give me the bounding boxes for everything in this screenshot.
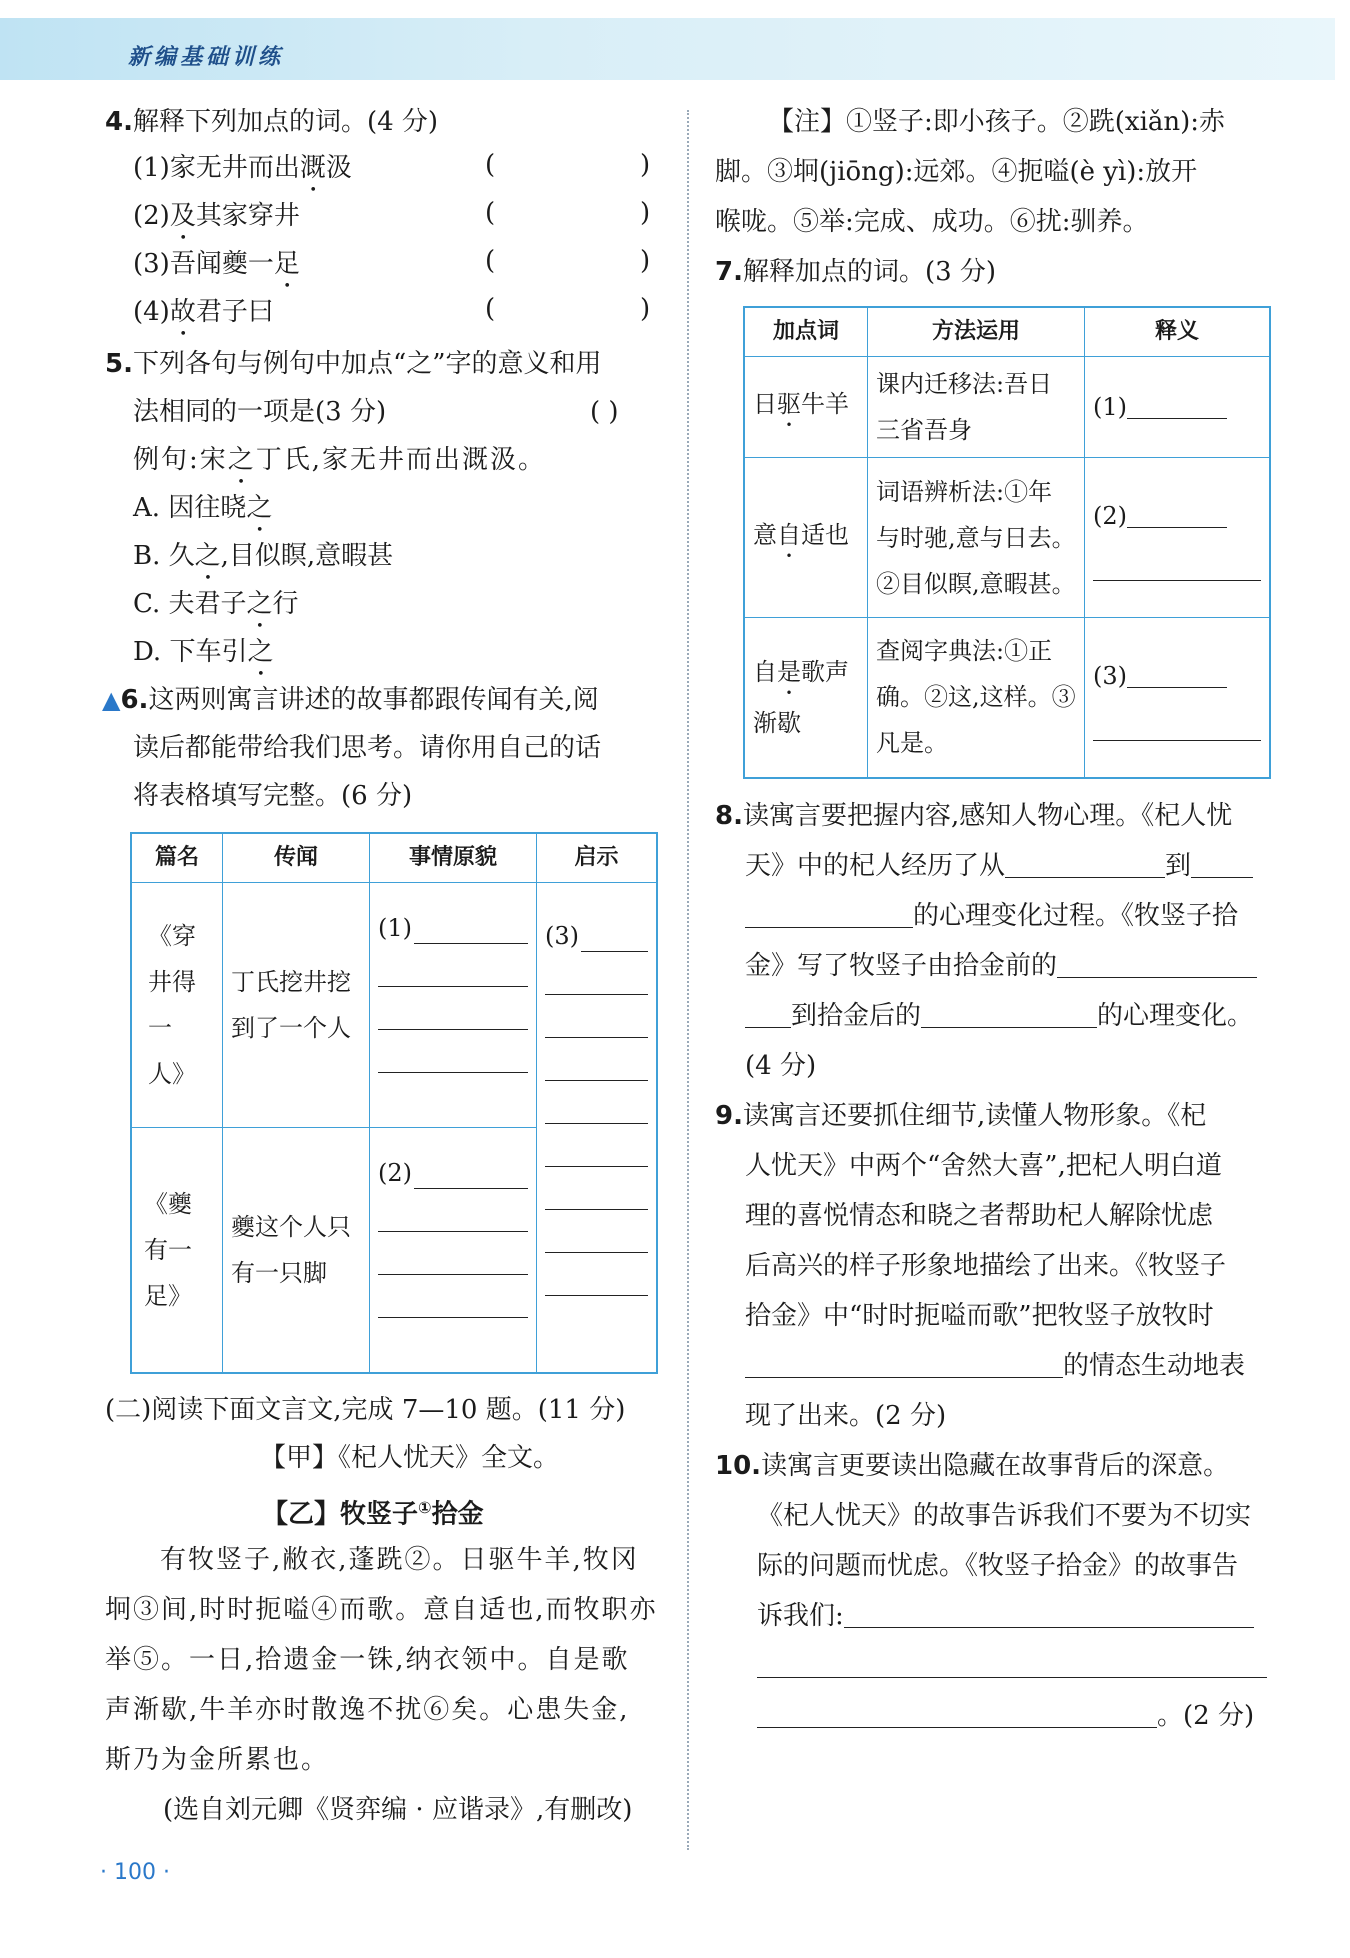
q4-answer-close-4: ) [640, 294, 651, 324]
section2-title: (二)阅读下面文言文,完成 7—10 题。(11 分) [105, 1395, 626, 1425]
q4-answer-close-2: ) [640, 198, 651, 228]
table-row [744, 458, 1270, 618]
q7-row3-answer[interactable]: (3) [1085, 618, 1271, 778]
q7-row2-word: 意自适也 [744, 458, 868, 618]
q4-item-3: (3)吾闻夔一足 [133, 249, 300, 279]
q4-answer-open-4[interactable]: ( [485, 294, 496, 324]
passage-yi-title: 【乙】牧竖子①拾金 [262, 1498, 484, 1530]
q7-row1-method: 课内迁移法:吾日三省吾身 [868, 357, 1085, 458]
q7-row1-answer[interactable]: (1) [1085, 357, 1271, 458]
q7-row3-word: 自是歌声渐歇 [744, 618, 868, 778]
q6-header-name: 篇名 [131, 833, 223, 883]
q8-blank-2b[interactable] [745, 901, 913, 928]
q6-line1: ▲6.这两则寓言讲述的故事都跟传闻有关,阅 [102, 685, 599, 715]
q7-row2-method: 词语辨析法:①年与时驰,意与日去。②目似瞑,意暇甚。 [868, 458, 1085, 618]
q5-example: 例句:宋之丁氏,家无井而出溉汲。 [133, 445, 547, 475]
q6-row1-name: 《穿井得一人》 [131, 883, 223, 1128]
notes-line-2: 脚。③坰(jiōng):远郊。④扼嗌(è yì):放开 [715, 157, 1198, 187]
q10-blank-3[interactable] [757, 1701, 1157, 1728]
q10-line2: 《杞人忧天》的故事告诉我们不要为不切实 [757, 1501, 1252, 1531]
table-row [131, 883, 657, 1128]
triangle-icon: ▲ [102, 686, 121, 714]
q10-line4: 诉我们: [757, 1598, 1254, 1634]
q5-option-d[interactable]: D. 下车引之 [133, 637, 274, 667]
q6-row2-rumor: 夔这个人只有一只脚 [223, 1128, 370, 1373]
passage-line-2: 坰③间,时时扼嗌④而歌。意自适也,而牧职亦 [105, 1595, 658, 1625]
q10-line5 [757, 1648, 1267, 1684]
q9-line2: 人忧天》中两个“舍然大喜”,把杞人明白道 [745, 1151, 1222, 1181]
q4-title: 4.解释下列加点的词。(4 分) [105, 107, 439, 137]
column-divider [687, 110, 689, 1850]
q7-header-word: 加点词 [744, 307, 868, 357]
q8-line5: 到拾金后的 的心理变化。 [745, 998, 1253, 1034]
q7-row3-method: 查阅字典法:①正确。②这,这样。③凡是。 [868, 618, 1085, 778]
q5-line1: 5.下列各句与例句中加点“之”字的意义和用 [105, 349, 602, 379]
q6-row2-name: 《夔有一足》 [131, 1128, 223, 1373]
passage-jia: 【甲】《杞人忧天》全文。 [260, 1443, 560, 1473]
q9-line4: 后高兴的样子形象地描绘了出来。《牧竖子 [745, 1251, 1227, 1281]
header-title: 新编基础训练 [128, 45, 285, 70]
q6-header-insight: 启示 [537, 833, 658, 883]
q9-line3: 理的喜悦情态和晓之者帮助杞人解除忧虑 [745, 1201, 1214, 1231]
passage-line-3: 举⑤。一日,拾遗金一铢,纳衣领中。自是歌 [105, 1645, 630, 1675]
q10-line6: 。(2 分) [757, 1698, 1254, 1734]
q7-row2-answer[interactable]: (2) [1085, 458, 1271, 618]
q8-blank-4[interactable] [921, 1001, 1097, 1028]
q4-item-1: (1)家无井而出溉汲 [133, 153, 352, 183]
q4-answer-close-1: ) [640, 150, 651, 180]
q10-line1: 10.读寓言更要读出隐藏在故事背后的深意。 [715, 1451, 1230, 1481]
q10-line3: 际的问题而忧虑。《牧竖子拾金》的故事告 [757, 1551, 1239, 1581]
q8-line1: 8.读寓言要把握内容,感知人物心理。《杞人忧 [715, 801, 1233, 831]
q8-blank-2a[interactable] [1191, 851, 1253, 878]
notes-line-1: 【注】①竖子:即小孩子。②跣(xiǎn):赤 [768, 107, 1226, 137]
q6-header-truth: 事情原貌 [370, 833, 537, 883]
q6-row2-answer[interactable]: (2) [370, 1128, 537, 1373]
q10-blank-1[interactable] [844, 1601, 1254, 1628]
passage-line-1: 有牧竖子,敝衣,蓬跣②。日驱牛羊,牧冈 [160, 1545, 639, 1575]
q4-item-2: (2)及其家穿井 [133, 201, 300, 231]
q6-header-rumor: 传闻 [223, 833, 370, 883]
q5-line2: 法相同的一项是(3 分) [133, 397, 387, 427]
q8-line6: (4 分) [745, 1051, 817, 1081]
passage-line-4: 声渐歇,牛羊亦时散逸不扰⑥矣。心患失金, [105, 1695, 630, 1725]
q8-line4: 金》写了牧竖子由拾金前的 [745, 948, 1257, 984]
q5-answer-paren[interactable]: ( ) [590, 397, 619, 427]
q4-answer-close-3: ) [640, 246, 651, 276]
q6-line2: 读后都能带给我们思考。请你用自己的话 [133, 733, 602, 763]
q5-option-b[interactable]: B. 久之,目似瞑,意暇甚 [133, 541, 394, 571]
passage-line-5: 斯乃为金所累也。 [105, 1745, 330, 1775]
q7-header-method: 方法运用 [868, 307, 1085, 357]
q10-blank-2[interactable] [757, 1651, 1267, 1678]
q8-blank-3a[interactable] [1057, 951, 1257, 978]
q8-blank-3b[interactable] [745, 1001, 791, 1028]
q6-insight-answer[interactable]: (3) [537, 883, 658, 1373]
q9-line7: 现了出来。(2 分) [745, 1401, 947, 1431]
q9-line6: 的情态生动地表 [745, 1348, 1245, 1384]
q7-table [743, 306, 1271, 779]
q6-row1-rumor: 丁氏挖井挖到了一个人 [223, 883, 370, 1128]
table-row [744, 357, 1270, 458]
q9-blank[interactable] [745, 1351, 1063, 1378]
q7-header-meaning: 释义 [1085, 307, 1271, 357]
q4-answer-open-1[interactable]: ( [485, 150, 496, 180]
q7-title: 7.解释加点的词。(3 分) [715, 257, 997, 287]
q9-line1: 9.读寓言还要抓住细节,读懂人物形象。《杞 [715, 1101, 1207, 1131]
table-row [744, 618, 1270, 778]
q6-table-header [131, 833, 657, 883]
passage-source: (选自刘元卿《贤弈编 · 应谐录》,有删改) [163, 1795, 633, 1825]
q7-row1-word: 日驱牛羊 [744, 357, 868, 458]
q8-line3: 的心理变化过程。《牧竖子拾 [745, 898, 1238, 934]
q6-row1-answer[interactable]: (1) [370, 883, 537, 1128]
q6-line3: 将表格填写完整。(6 分) [133, 781, 413, 811]
q4-answer-open-3[interactable]: ( [485, 246, 496, 276]
q5-option-a[interactable]: A. 因往晓之 [133, 493, 273, 523]
q8-line2: 天》中的杞人经历了从 到 [745, 848, 1253, 884]
q5-option-c[interactable]: C. 夫君子之行 [133, 589, 299, 619]
q7-table-header [744, 307, 1270, 357]
q6-table [130, 832, 658, 1374]
page-number: · 100 · [100, 1860, 170, 1885]
q4-item-4: (4)故君子曰 [133, 297, 274, 327]
q9-line5: 拾金》中“时时扼嗌而歌”把牧竖子放牧时 [745, 1301, 1214, 1331]
notes-line-3: 喉咙。⑤举:完成、成功。⑥扰:驯养。 [715, 207, 1149, 237]
q4-answer-open-2[interactable]: ( [485, 198, 496, 228]
q8-blank-1[interactable] [1005, 851, 1165, 878]
